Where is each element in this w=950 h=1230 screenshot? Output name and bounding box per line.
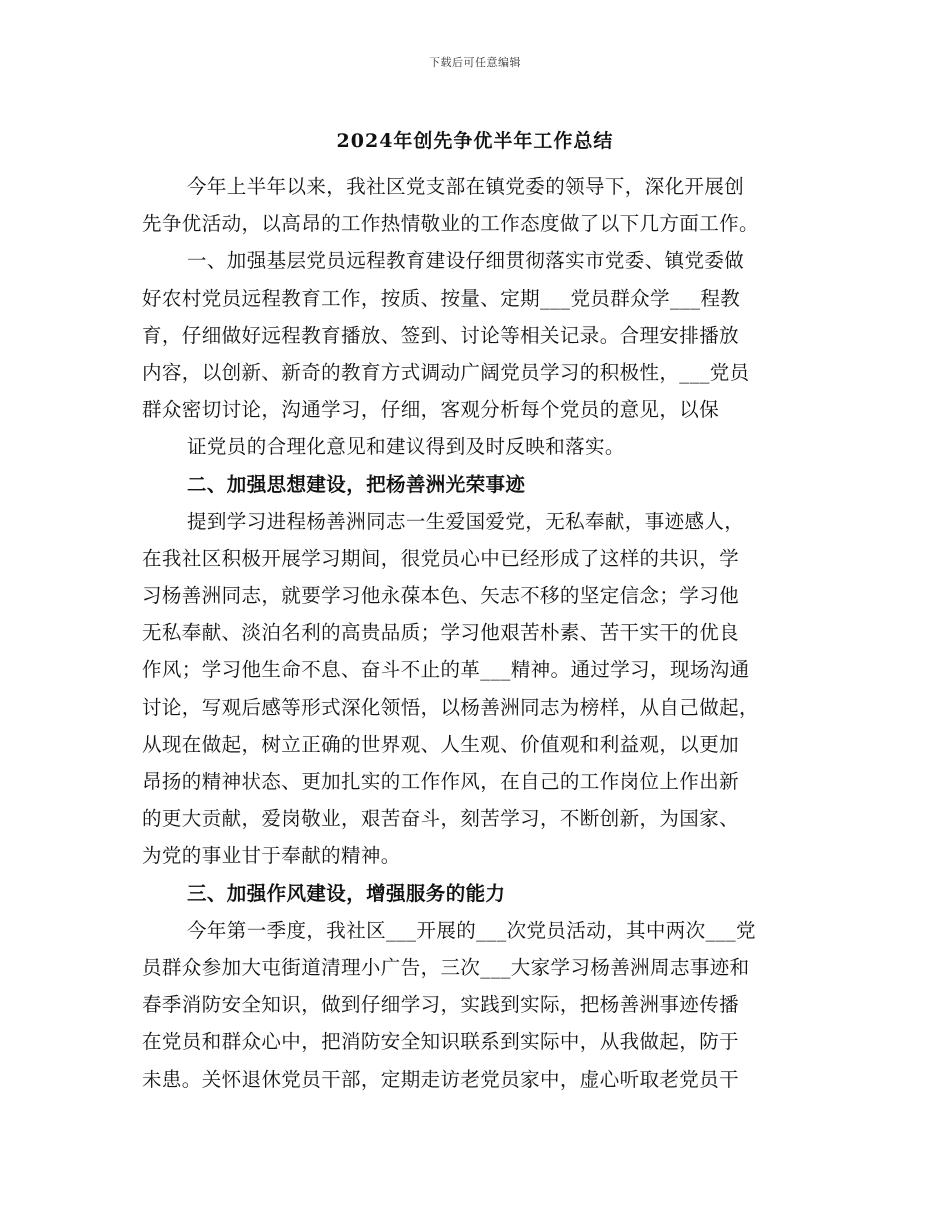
text-line: 好农村党员远程教育工作，按质、按量、定期___党员群众学___程教 — [142, 286, 741, 310]
text-line: 提到学习进程杨善洲同志一生爱国爱党，无私奉献，事迹感人， — [187, 509, 745, 533]
text-line: 群众密切讨论，沟通学习，仔细，客观分析每个党员的意见，以保 — [142, 398, 720, 422]
text-line: 作风；学习他生命不息、奋斗不止的革___精神。通过学习，现场沟通 — [142, 658, 750, 682]
text-line: 为党的事业甘于奉献的精神。 — [142, 844, 401, 868]
document-title: 2024年创先争优半年工作总结 — [336, 130, 614, 152]
header-note: 下载后可任意编辑 — [429, 56, 521, 69]
text-line: 今年第一季度，我社区___开展的___次党员活动，其中两次___党 — [187, 918, 756, 942]
text-line: 习杨善洲同志，就要学习他永葆本色、矢志不移的坚定信念；学习他 — [142, 584, 740, 608]
text-line: 在党员和群众心中，把消防安全知识联系到实际中，从我做起，防于 — [142, 1030, 740, 1054]
section-heading: 二、加强思想建设，把杨善洲光荣事迹 — [187, 472, 526, 496]
section-heading: 三、加强作风建设，增强服务的能力 — [187, 881, 506, 905]
document-body — [142, 168, 822, 1098]
text-line: 在我社区积极开展学习期间，很党员心中已经形成了这样的共识，学 — [142, 546, 740, 570]
text-line: 昂扬的精神状态、更加扎实的工作作风，在自己的工作岗位上作出新 — [142, 770, 740, 793]
text-line: 未患。关怀退休党员干部，定期走访老党员家中，虚心听取老党员干 — [142, 1067, 740, 1091]
text-line: 育，仔细做好远程教育播放、签到、讨论等相关记录。合理安排播放 — [142, 323, 740, 347]
text-line: 的更大贡献，爱岗敬业，艰苦奋斗，刻苦学习，不断创新，为国家、 — [142, 807, 740, 831]
text-line: 从现在做起，树立正确的世界观、人生观、价值观和利益观，以更加 — [142, 732, 740, 756]
text-line: 讨论，写观后感等形式深化领悟，以杨善洲同志为榜样，从自己做起， — [142, 695, 759, 719]
text-line: 先争优活动，以高昂的工作热情敬业的工作态度做了以下几方面工作。 — [142, 212, 759, 236]
text-line: 员群众参加大屯街道清理小广告，三次___大家学习杨善洲周志事迹和 — [142, 955, 750, 979]
text-line: 无私奉献、淡泊名利的高贵品质；学习他艰苦朴素、苦干实干的优良 — [142, 621, 740, 645]
text-line: 春季消防安全知识，做到仔细学习，实践到实际，把杨善洲事迹传播 — [142, 993, 740, 1017]
text-line: 一、加强基层党员远程教育建设仔细贯彻落实市党委、镇党委做 — [187, 249, 745, 273]
text-line: 内容，以创新、新奇的教育方式调动广阔党员学习的积极性，___党员 — [142, 360, 750, 384]
text-line: 今年上半年以来，我社区党支部在镇党委的领导下，深化开展创 — [187, 175, 745, 198]
text-line: 证党员的合理化意见和建议得到及时反映和落实。 — [187, 435, 625, 459]
